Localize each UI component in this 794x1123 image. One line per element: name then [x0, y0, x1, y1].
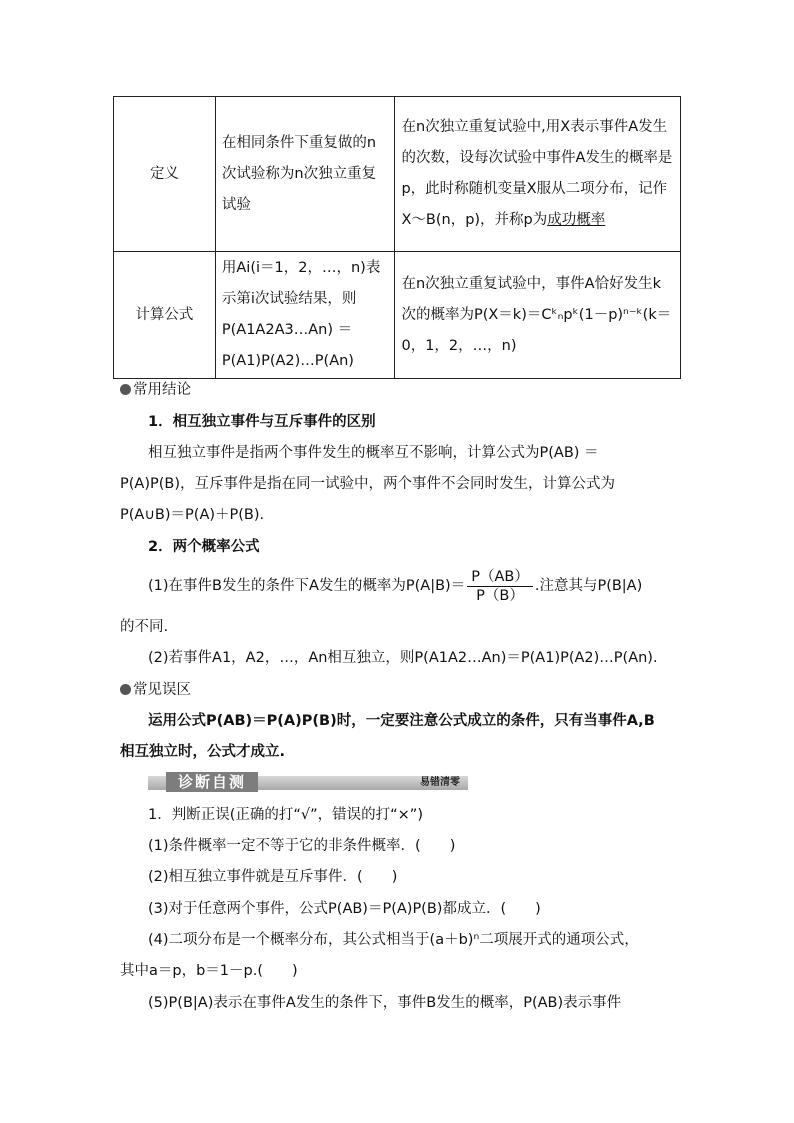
row-header-formula: 计算公式: [114, 252, 216, 379]
banner-right-label: 易错清零: [420, 777, 460, 788]
conditional-probability-text: (1)在事件B发生的条件下A发生的概率为P(A|B)＝: [148, 578, 466, 594]
conclusion-1-line-2: P(A)P(B)，互斥事件是指在同一试验中，两个事件不会同时发生，计算公式为: [120, 476, 615, 492]
fraction-denominator: P（B）: [476, 587, 524, 604]
table-row: [114, 252, 681, 379]
common-mistakes-heading: [120, 680, 680, 700]
statement-5: (5)P(B|A)表示在事件A发生的条件下，事件B发生的概率，P(AB)表示事件: [148, 995, 622, 1011]
mistake-line-1: 运用公式P(AB)＝P(A)P(B)时，一定要注意公式成立的条件，只有当事件A,B: [148, 713, 655, 729]
binomial-definition-text: 在n次独立重复试验中,用X表示事件A发生的次数，设每次试验中事件A发生的概率是p，此时称随机变量X服从二项分布，记作X～B(n，p)，并称p为: [401, 119, 673, 228]
statement-4-line-2: 其中a＝p，b＝1－p.( ): [120, 963, 298, 979]
self-test-banner: [148, 772, 468, 792]
statement-4-line-1: (4)二项分布是一个概率分布，其公式相当于(a＋b)ⁿ二项展开式的通项公式，: [148, 932, 639, 948]
conclusion-1-title: 1．相互独立事件与互斥事件的区别: [148, 414, 376, 430]
binomial-definition: [395, 97, 681, 252]
common-conclusions-heading: [120, 380, 680, 400]
gear-icon: [120, 384, 131, 395]
conclusion-2-title: 2．两个概率公式: [148, 539, 260, 555]
independence-product-formula: (2)若事件A1，A2，…，An相互独立，则P(A1A2…An)＝P(A1)P(A2)…P(An).: [148, 650, 658, 666]
statement-3: (3)对于任意两个事件，公式P(AB)＝P(A)P(B)都成立．( ): [148, 901, 541, 917]
mistake-line-2: 相互独立时，公式才成立.: [120, 744, 286, 760]
common-mistakes-label: 常见误区: [133, 682, 191, 698]
conditional-probability-cont: 的不同.: [120, 619, 169, 635]
question-1: 1．判断正误(正确的打“√”，错误的打“×”): [148, 807, 423, 823]
table-row: [114, 97, 681, 252]
warning-icon: [120, 684, 131, 695]
common-conclusions-label: 常用结论: [133, 382, 191, 398]
independent-trial-definition: 在相同条件下重复做的n次试验称为n次独立重复试验: [215, 97, 395, 252]
fraction: [467, 568, 533, 605]
fraction-numerator: P（AB）: [467, 568, 533, 587]
conditional-probability-formula: [148, 566, 708, 606]
conditional-probability-note: .注意其与P(B|A): [534, 578, 643, 594]
statement-1: (1)条件概率一定不等于它的非条件概率．( ): [148, 838, 456, 854]
statement-2: (2)相互独立事件就是互斥事件．( ): [148, 869, 398, 885]
independent-trial-formula: 用Ai(i＝1，2，…，n)表示第i次试验结果，则P(A1A2A3…An) ＝ P(A1)P(A2)…P(An): [215, 252, 395, 379]
definition-table: [113, 96, 681, 379]
conclusion-1-line-3: P(A∪B)＝P(A)＋P(B).: [120, 507, 265, 523]
conclusion-1-line-1: 相互独立事件是指两个事件发生的概率互不影响，计算公式为P(AB) ＝: [148, 445, 599, 461]
binomial-formula: 在n次独立重复试验中，事件A恰好发生k次的概率为P(X＝k)＝Cᵏₙpᵏ(1－p)ⁿ⁻ᵏ(k＝0，1，2，…，n): [395, 252, 681, 379]
banner-tab: 诊断自测: [166, 772, 258, 792]
success-probability-term: 成功概率: [547, 212, 606, 228]
row-header-definition: 定义: [114, 97, 216, 252]
